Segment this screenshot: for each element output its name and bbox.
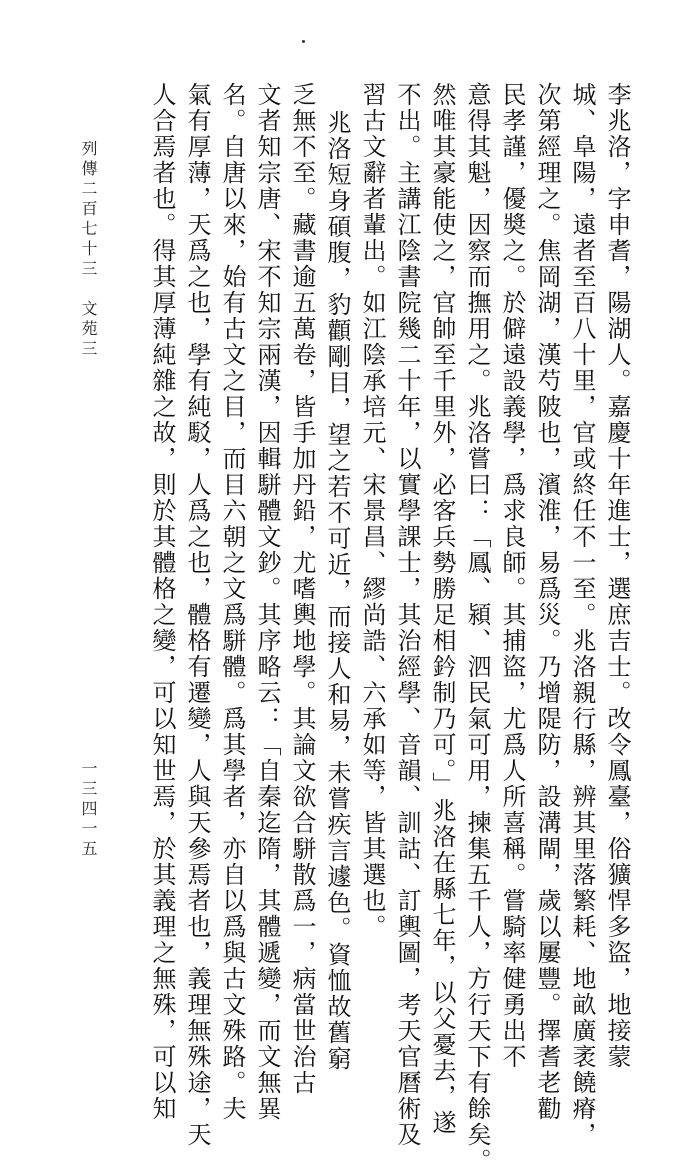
text-column-11: 文者知宗唐、宋不知宗兩漢，因輯駢體文鈔。其序略云：「自秦迄隋，其體遞變，而文無異 [253, 82, 281, 1122]
text-column-8: 習古文辭者輩出。如江陰承培元、宋景昌、繆尚誥、六承如等，皆其選也。 [358, 82, 386, 940]
text-column-7: 不出。主講江陰書院幾二十年，以實學課士，其治經學、音韻、訓詁、訂輿圖，考天官曆術及 [393, 82, 421, 1148]
text-column-5: 意得其魁，因察而撫用之。兆洛嘗曰：「鳳、潁、泗民氣可用，揀集五千人，方行天下有餘矣。 [463, 82, 491, 1174]
text-column-14: 人合焉者也。得其厚薄純雜之故，則於其體格之變，可以知世焉，於其義理之無殊，可以知 [148, 82, 176, 1122]
text-column-4: 民孝謹，優奬之。於僻遠設義學，爲求良師。其捕盜，尤爲人所喜稱。嘗騎率健勇出不 [498, 82, 526, 1070]
text-column-3: 次第經理之。焦岡湖，漢芍陂也，濱淮，易爲災。乃增隄防，設溝閘，歲以屢豐。擇耆老勸 [533, 82, 561, 1122]
text-column-10: 乏無不至。藏書逾五萬卷，皆手加丹鉛，尤嗜輿地學。其論文欲合駢散爲一，病當世治古 [288, 82, 316, 1096]
text-column-9: 兆洛短身碩腹，豹顴剛目，望之若不可近，而接人和易，未嘗疾言遽色。資恤故舊窮 [323, 110, 351, 1072]
text-column-1: 李兆洛，字申耆，陽湖人。嘉慶十年進士，選庶吉士。改令鳳臺，俗獷悍多盜，地接蒙 [603, 82, 631, 1070]
ink-dot [302, 40, 305, 43]
text-column-6: 然唯其豪能使之，官帥至千里外，必客兵勢勝足相鈐制乃可。」兆洛在縣七年，以父憂去，遂 [428, 82, 456, 1136]
running-head: 列傳二百七十三 文苑三 [79, 140, 98, 360]
text-column-12: 名。自唐以來，始有古文之目，而目六朝之文爲駢體。爲其學者，亦自以爲與古文殊路。夫 [218, 82, 246, 1122]
text-column-2: 城、阜陽，遠者至百八十里，官或終任不一至。兆洛親行縣，辨其里落繁耗、地畝廣袤饒瘠， [568, 82, 596, 1148]
text-column-13: 氣有厚薄，天爲之也，學有純駁，人爲之也，體格有遷變，人與天參焉者也，義理無殊途，天 [183, 82, 211, 1148]
page-number: 一三四一五 [79, 760, 98, 860]
